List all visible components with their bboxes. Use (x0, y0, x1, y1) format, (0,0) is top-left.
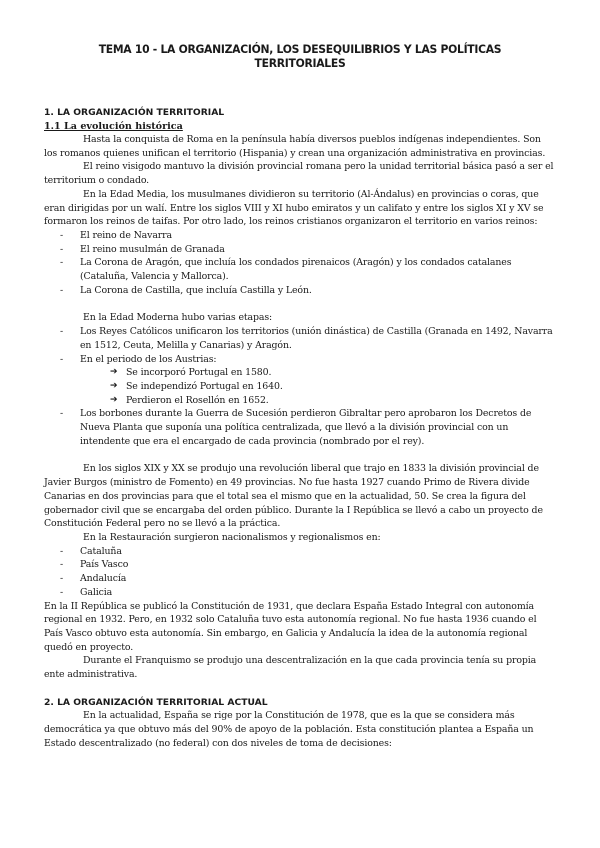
page-title: TEMA 10 - LA ORGANIZACIÓN, LOS DESEQUILIBRIOS Y LAS POLÍTICAS TERRITORIALES (98, 42, 502, 70)
paragraph: En la II República se publicó la Constitución de 1931, que declara España Estado Integral con autonomía regional en 1932. Pero, en 1932 solo Cataluña tuvo esta autonomía regional. No fue hasta 1936 cuando el País Vasco obtuvo esta autonomía. Sin embargo, en Galicia y Andalucía la idea de la autonomía regional quedó en proyecto. (44, 600, 537, 653)
sub-list-item (110, 380, 556, 394)
list-item-text: En el periodo de los Austrias: (80, 353, 217, 365)
paragraph: El reino visigodo mantuvo la división provincial romana pero la unidad territorial básica pasó a ser el territorium o condado. (44, 161, 554, 187)
list-item: - Andalucía (80, 572, 556, 586)
sub-list-item (110, 394, 556, 408)
list-item: - Galicia (80, 586, 556, 600)
paragraph: En la Edad Media, los musulmanes dividieron su territorio (Al-Ándalus) en provincias o coras, que eran dirigidas por un walí. Entre los siglos VIII y XI hubo emiratos y un califato y entre los siglos XI y XV se formaron los reinos de taifas. Por otro lado, los reinos cristianos organizaron el territorio en varios reinos: (44, 188, 544, 228)
section-1-heading: 1. LA ORGANIZACIÓN TERRITORIAL (44, 107, 225, 118)
sub-list-item (110, 366, 556, 380)
paragraph: En la Restauración surgieron nacionalismos y regionalismos en: (83, 531, 381, 543)
reinos-list (44, 229, 556, 298)
list-item: - La Corona de Castilla, que incluía Castilla y León. (80, 284, 556, 298)
paragraph: Hasta la conquista de Roma en la península había diversos pueblos indígenas independientes. Son los romanos quienes unifican el territorio (Hispania) y crean una organización administrativa en provincias. (44, 134, 546, 159)
paragraph: En los siglos XIX y XX se produjo una revolución liberal que trajo en 1833 la división provincial de Javier Burgos (ministro de Fomento) en 49 provincias. No fue hasta 1927 cuando Primo de Rivera divide Canarias en dos provincias para que el total sea el mismo que en la actualidad, 50. Se crea la figura del gobernador civil que se encargaba del orden público. Durante la I República se llevó a cabo un proyecto de Constitución Federal pero no se llevó a la práctica. (44, 463, 543, 530)
list-item: - La Corona de Aragón, que incluía los condados pirenaicos (Aragón) y los condados catalanes (Cataluña, Valencia y Mallorca). (80, 256, 556, 283)
arrow-icon: ➔ (110, 394, 118, 405)
list-item: - El reino musulmán de Granada (80, 243, 556, 257)
list-item: - Cataluña (80, 545, 556, 559)
list-item: - Los borbones durante la Guerra de Sucesión perdieron Gibraltar pero aprobaron los Decretos de Nueva Planta que suponía una política centralizada, que llevó a la división provincial con un intendente que era el encargado de cada provincia (nombrado por el rey). (80, 407, 556, 448)
paragraph: En la Edad Moderna hubo varias etapas: (83, 312, 273, 324)
subsection-1-1-heading: 1.1 La evolución histórica (44, 120, 183, 132)
spacer (44, 297, 556, 311)
list-item: - País Vasco (80, 558, 556, 572)
sub-list-item-text: Se incorporó Portugal en 1580. (126, 367, 272, 379)
arrow-icon: ➔ (110, 367, 118, 378)
list-item: - Los Reyes Católicos unificaron los territorios (unión dinástica) de Castilla (Granada en 1492, Navarra en 1512, Ceuta, Melilla y Canarias) y Aragón. (80, 325, 556, 352)
spacer (44, 448, 556, 462)
etapas-list (44, 325, 556, 448)
sub-list-item-text: Se independizó Portugal en 1640. (126, 380, 283, 392)
sub-list-item-text: Perdieron el Rosellón en 1652. (126, 394, 269, 406)
list-item: - El reino de Navarra (80, 229, 556, 243)
paragraph: Durante el Franquismo se produjo una descentralización en la que cada provincia tenía su propia ente administrativa. (44, 655, 537, 681)
paragraph: En la actualidad, España se rige por la Constitución de 1978, que es la que se considera más democrática ya que obtuvo más del 90% de apoyo de la población. Esta constitución plantea a España un Estado descentralizado (no federal) con dos niveles de toma de decisiones: (44, 710, 534, 749)
list-item (80, 353, 556, 408)
arrow-icon: ➔ (110, 380, 118, 391)
regiones-list (44, 545, 556, 600)
section-2-heading: 2. LA ORGANIZACIÓN TERRITORIAL ACTUAL (44, 696, 268, 708)
austrias-list (80, 366, 556, 407)
spacer (44, 682, 556, 696)
